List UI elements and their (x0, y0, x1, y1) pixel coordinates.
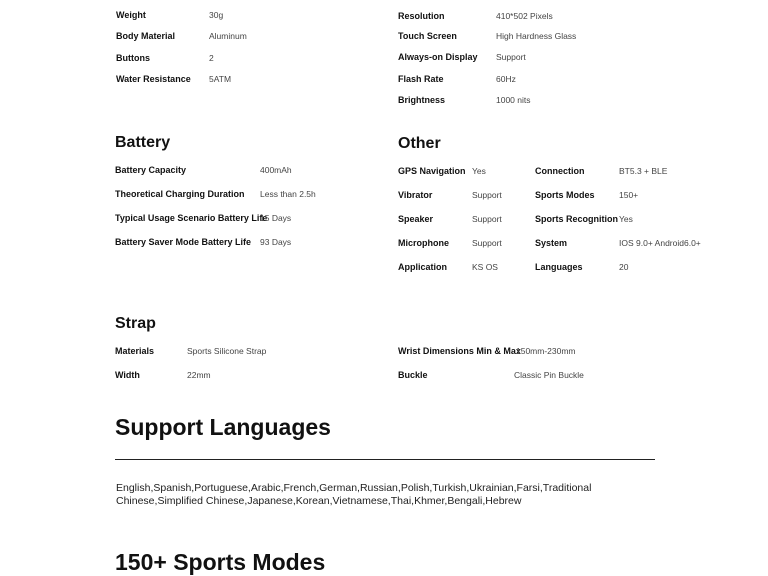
spec-value-brightness: 1000 nits (496, 95, 531, 105)
spec-value-resolution: 410*502 Pixels (496, 11, 553, 21)
other-heading: Other (398, 135, 441, 152)
charging-duration-label: Theoretical Charging Duration (115, 189, 245, 199)
charging-duration-value: Less than 2.5h (260, 189, 316, 199)
typical-battery-life-value: 15 Days (260, 213, 292, 223)
buckle-label: Buckle (398, 370, 428, 380)
connection-value: BT5.3 + BLE (619, 166, 668, 176)
gps-navigation-value: Yes (472, 166, 486, 176)
sports-modes-heading: 150+ Sports Modes (115, 549, 326, 575)
spec-value-buttons: 2 (209, 53, 214, 63)
sports-modes-label: Sports Modes (535, 190, 595, 200)
battery-capacity-label: Battery Capacity (115, 165, 187, 175)
wrist-dimensions-label: Wrist Dimensions Min & Max (398, 346, 521, 356)
vibrator-value: Support (472, 190, 502, 200)
spec-label-always-on-display: Always-on Display (398, 52, 478, 62)
spec-value-flash-rate: 60Hz (496, 74, 516, 84)
speaker-value: Support (472, 214, 502, 224)
materials-value: Sports Silicone Strap (187, 346, 267, 356)
spec-value-body-material: Aluminum (209, 31, 247, 41)
wrist-dimensions-value: 150mm-230mm (516, 346, 576, 356)
sports-recognition-value: Yes (619, 214, 633, 224)
spec-value-always-on-display: Support (496, 52, 526, 62)
system-value: IOS 9.0+ Android6.0+ (619, 238, 701, 248)
width-value: 22mm (187, 370, 211, 380)
spec-label-weight: Weight (116, 10, 146, 20)
system-label: System (535, 238, 568, 248)
spec-label-resolution: Resolution (398, 11, 445, 21)
spec-label-flash-rate: Flash Rate (398, 74, 444, 84)
vibrator-label: Vibrator (398, 190, 433, 200)
languages-value: 20 (619, 262, 629, 272)
spec-value-weight: 30g (209, 10, 224, 20)
typical-battery-life-label: Typical Usage Scenario Battery Life (115, 213, 268, 223)
spec-label-brightness: Brightness (398, 95, 446, 105)
microphone-value: Support (472, 238, 502, 248)
application-label: Application (398, 262, 447, 272)
microphone-label: Microphone (398, 238, 449, 248)
strap-heading: Strap (115, 315, 156, 332)
languages-label: Languages (535, 262, 583, 272)
supported-languages-text: English,Spanish,Portuguese,Arabic,French,German,Russian,Polish,Turkish,Ukrainian,Farsi,Traditional Chinese,Simplified Chinese,Japanese,Korean,Vietnamese,Thai,Khmer,Bengali,Hebrew (116, 482, 592, 507)
saver-battery-life-value: 93 Days (260, 237, 292, 247)
materials-label: Materials (115, 346, 155, 356)
spec-label-water-resistance: Water Resistance (116, 74, 191, 84)
width-label: Width (115, 370, 140, 380)
saver-battery-life-label: Battery Saver Mode Battery Life (115, 237, 252, 247)
support-languages-heading: Support Languages (115, 414, 331, 440)
section-divider (115, 459, 655, 460)
sports-modes-value: 150+ (619, 190, 639, 200)
spec-label-buttons: Buttons (116, 53, 150, 63)
spec-label-body-material: Body Material (116, 31, 176, 41)
gps-navigation-label: GPS Navigation (398, 166, 466, 176)
application-value: KS OS (472, 262, 498, 272)
spec-label-touch-screen: Touch Screen (398, 31, 457, 41)
sports-recognition-label: Sports Recognition (535, 214, 618, 224)
speaker-label: Speaker (398, 214, 434, 224)
spec-value-touch-screen: High Hardness Glass (496, 31, 577, 41)
battery-capacity-value: 400mAh (260, 165, 292, 175)
battery-heading: Battery (115, 134, 171, 151)
buckle-value: Classic Pin Buckle (514, 370, 584, 380)
connection-label: Connection (535, 166, 585, 176)
spec-value-water-resistance: 5ATM (209, 74, 232, 84)
